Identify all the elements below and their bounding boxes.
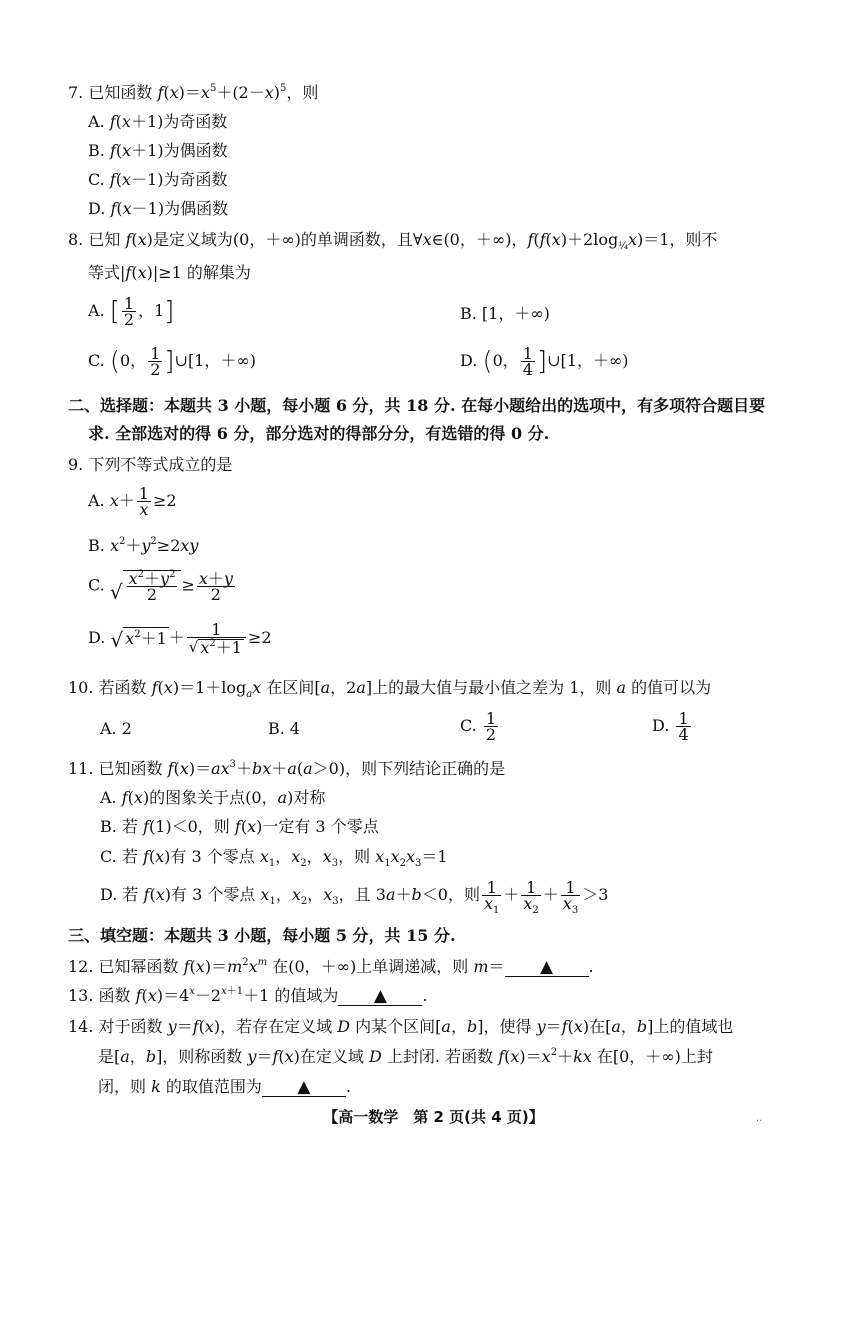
q7-option-a: A. f(x＋1)为奇函数 — [88, 112, 228, 131]
q13: 13. 函数 $f(x)=4^x-2^{x+1}+1$ 的值域为 ▲ . — [68, 986, 428, 1006]
q8-stem-cont: 等式|f(x)|≥1 的解集为 — [88, 263, 251, 282]
q9-option-b: B. $x^2+y^2\ge 2xy$ — [88, 536, 199, 555]
q10-option-a: A. 2 — [100, 719, 132, 738]
q8-stem: 8. 已知 f(x)是定义域为(0，＋∞)的单调函数，且∀x∈(0，＋∞)，$f(f(x)+2\log_{\frac{1}{4}}x)=1$，则不 — [68, 230, 718, 252]
q7-option-d: D. f(x－1)为偶函数 — [88, 199, 229, 218]
q11-option-c: C. 若 f(x)有 3 个零点 $x_1$，$x_2$，$x_3$，则 $x_1x_2x_3=1$ — [100, 847, 448, 869]
q12-answer-blank[interactable] — [505, 958, 589, 977]
q9-option-c: C. √ $\frac{x^2+y^2}{2}$ ≥ $\frac{x+y}{2}$ — [88, 568, 233, 604]
q9-option-a: A. x＋ $\frac{1}{x}$ ≥2 — [88, 484, 177, 519]
q7-option-c: C. f(x－1)为奇函数 — [88, 170, 228, 189]
q11-option-a: A. f(x)的图象关于点(0，a)对称 — [100, 788, 326, 807]
q10-stem: 10. 若函数 $f(x)=1+\log_ax$ 在区间[a，2a]上的最大值与最小值之差为 1，则 a 的值可以为 — [68, 678, 712, 700]
q12: 12. 已知幂函数 $f(x)=m^2x^m$ 在(0，＋∞)上单调递减，则 m＝ ▲ . — [68, 957, 594, 977]
q11-stem: 11. 已知函数 $f(x)=ax^3+bx+a(a>0)$，则下列结论正确的是 — [68, 759, 506, 778]
section2-heading: 二、选择题：本题共 3 小题，每小题 6 分，共 18 分. 在每小题给出的选项中，有多项符合题目要 — [68, 396, 766, 415]
section3-heading: 三、填空题：本题共 3 小题，每小题 5 分，共 15 分. — [68, 926, 456, 945]
triangle-marker-icon: ▲ — [373, 986, 387, 1006]
q7-stem: 7. 已知函数 $f(x)=x^5+(2-x)^5$，则 — [68, 83, 319, 102]
q13-answer-blank[interactable] — [338, 987, 422, 1006]
section2-heading-cont: 求. 全部选对的得 6 分，部分选对的得部分分，有选错的得 0 分. — [88, 424, 550, 443]
q14-line3: 闭，则 k 的取值范围为 ▲ . — [98, 1077, 351, 1097]
q8-option-b: B. [1，＋∞) — [460, 304, 550, 323]
q8-option-a: A. [ $\frac{1}{2}$ ，1] — [88, 294, 175, 329]
q14-line2: 是[a，b]，则称函数 y＝f(x)在定义域 D 上封闭. 若函数 $f(x)=x^2+kx$ 在[0，＋∞)上封 — [98, 1047, 713, 1066]
q11-option-d: D. 若 f(x)有 3 个零点 $x_1$，$x_2$，$x_3$，且 3a＋b＜0，则 $\frac{1}{x_1}$ ＋ $\frac{1}{x_2}$ ＋ $\frac{1}{x_3}$ ＞3 — [100, 878, 609, 916]
triangle-marker-icon: ▲ — [539, 957, 554, 977]
q10-option-d: D. $\frac{1}{4}$ — [652, 709, 689, 744]
q9-option-d: D. √ $x^2+1$ ＋ 1 √ $x^2+1$ ≥2 — [88, 620, 272, 657]
q7-option-b: B. f(x＋1)为偶函数 — [88, 141, 228, 160]
q10-option-b: B. 4 — [268, 719, 301, 738]
triangle-marker-icon: ▲ — [297, 1077, 311, 1097]
q14-answer-blank[interactable] — [262, 1078, 346, 1097]
q10-option-c: C. $\frac{1}{2}$ — [460, 709, 497, 744]
q8-option-d: D. (0， $\frac{1}{4}$ ]∪[1，＋∞) — [460, 344, 629, 379]
q14-line1: 14. 对于函数 y＝f(x)，若存在定义域 D 内某个区间[a，b]，使得 y＝f(x)在[a，b]上的值域也 — [68, 1017, 734, 1036]
q9-stem: 9. 下列不等式成立的是 — [68, 455, 233, 474]
page-footer: 【高一数学 第 2 页(共 4 页)】 — [323, 1108, 544, 1126]
scan-speck: ·· — [756, 1116, 763, 1127]
q8-option-c: C. (0， $\frac{1}{2}$ ]∪[1，＋∞) — [88, 344, 256, 379]
q11-option-b: B. 若 f(1)＜0，则 f(x)一定有 3 个零点 — [100, 817, 379, 836]
